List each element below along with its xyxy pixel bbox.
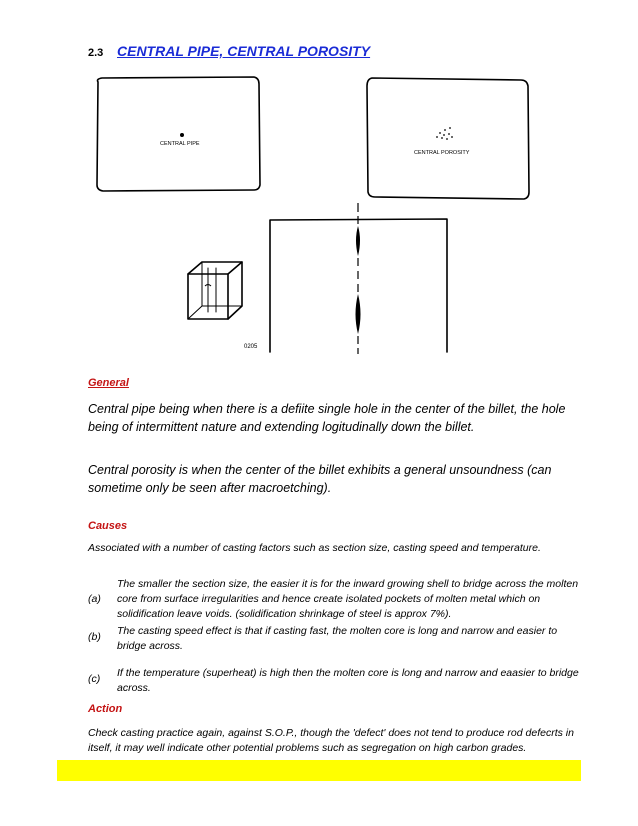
defect-illustration — [0, 0, 638, 370]
drawing-code: 0205 — [244, 344, 258, 350]
billet-section-pipe — [97, 77, 260, 191]
billet-section-porosity — [367, 78, 529, 199]
cause-item-label: (a) — [88, 593, 101, 605]
action-heading: Action — [88, 703, 123, 715]
action-text: Check casting practice again, against S.O.P., though the 'defect' does not tend to produce rod defecrts in itself, it may well indicate other potential problems such as segregation on high carbon grades. — [88, 727, 574, 754]
central-pipe-mark — [180, 133, 184, 137]
causes-heading: Causes — [88, 520, 128, 532]
section-number: 2.3 — [88, 47, 104, 59]
cause-item-text: The casting speed effect is that if casting fast, the molten core is long and narrow and easier to bridge across. — [117, 625, 558, 652]
pipe-cavity — [356, 294, 361, 334]
central-pipe-description: Central pipe being when there is a defiite single hole in the center of the billet, the hole being of intermittent nature and extending logitudinally down the billet. — [88, 402, 566, 434]
central-porosity-label: CENTRAL POROSITY — [414, 150, 470, 156]
central-porosity-description: Central porosity is when the center of the billet exhibits a general unsoundness (can sometime only be seen after macroetching). — [88, 463, 552, 495]
central-porosity-mark — [436, 127, 453, 140]
highlight-bar — [57, 760, 581, 781]
pipe-cavity — [356, 226, 360, 256]
general-heading: General — [88, 377, 129, 389]
cause-item-label: (c) — [88, 673, 101, 685]
cause-item-text: If the temperature (superheat) is high then the molten core is long and narrow and eaasier to bridge across. — [117, 667, 579, 694]
cause-item-text: The smaller the section size, the easier it is for the inward growing shell to bridge across the molten core from surface irregularities and hence create isolated pockets of molten metal which on solidification leave voids. (solidification shrinkage of steel is approx 7%). — [117, 578, 579, 620]
causes-intro: Associated with a number of casting factors such as section size, casting speed and temperature. — [88, 542, 541, 554]
section-title: CENTRAL PIPE, CENTRAL POROSITY — [117, 43, 371, 59]
central-pipe-label: CENTRAL PIPE — [160, 141, 200, 147]
cause-item-label: (b) — [88, 631, 101, 643]
